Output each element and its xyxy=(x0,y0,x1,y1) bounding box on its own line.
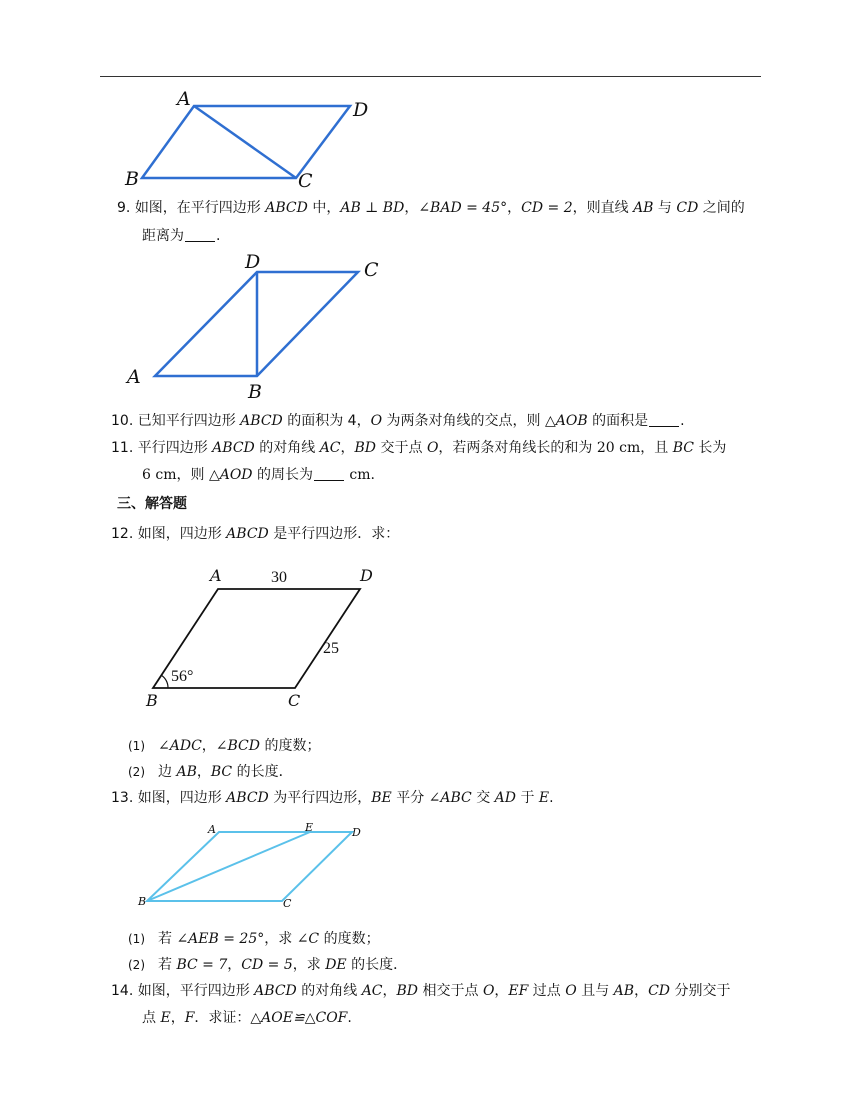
parallelogram-shape xyxy=(147,832,352,901)
vertex-label-a: A xyxy=(177,88,191,110)
angle-label-b: 56° xyxy=(171,668,194,685)
question-9-line-1: 9. 如图，在平行四边形 ABCD 中，AB ⊥ BD，∠BAD = 45°，CD = 2，则直线 AB 与 CD 之间的 xyxy=(117,200,745,216)
vertex-label-e: E xyxy=(305,821,314,834)
diagonal-ac xyxy=(194,106,296,178)
question-13: 13. 如图，四边形 ABCD 为平行四边形，BE 平分 ∠ABC 交 AD 于 E. xyxy=(111,790,554,806)
answer-blank[interactable] xyxy=(314,466,344,481)
question-12-part-2: (2) 边 AB，BC 的长度． xyxy=(128,764,293,780)
figure-parallelogram-q9 xyxy=(118,248,398,408)
vertex-label-b: B xyxy=(248,381,262,403)
vertex-label-b: B xyxy=(138,895,147,908)
section-heading: 三、解答题 xyxy=(117,496,187,512)
vertex-label-d: D xyxy=(352,826,361,839)
vertex-label-a: A xyxy=(210,566,222,585)
angle-arc xyxy=(161,675,168,688)
answer-blank[interactable] xyxy=(185,227,215,242)
vertex-label-d: D xyxy=(245,251,261,273)
vertex-label-d: D xyxy=(360,566,373,585)
figure-parallelogram-q13 xyxy=(136,818,371,913)
vertex-label-c: C xyxy=(283,897,292,910)
question-11-line-1: 11. 平行四边形 ABCD 的对角线 AC，BD 交于点 O，若两条对角线长的和为 20 cm，且 BC 长为 xyxy=(111,440,727,456)
header-rule xyxy=(100,76,761,77)
side-length-cd: 25 xyxy=(323,640,339,657)
figure-parallelogram-q12 xyxy=(140,564,390,714)
question-13-part-1: (1) 若 ∠AEB = 25°，求 ∠C 的度数； xyxy=(128,931,380,947)
question-14-line-2: 点 E，F．求证：△AOE≌△COF. xyxy=(142,1010,352,1026)
vertex-label-b: B xyxy=(125,168,139,190)
vertex-label-c: C xyxy=(364,259,379,281)
vertex-label-b: B xyxy=(146,691,158,710)
answer-blank[interactable] xyxy=(649,412,679,427)
vertex-label-c: C xyxy=(288,691,301,710)
vertex-label-c: C xyxy=(298,170,313,192)
question-12-part-1: (1) ∠ADC，∠BCD 的度数； xyxy=(128,738,321,754)
vertex-label-d: D xyxy=(353,99,369,121)
question-13-part-2: (2) 若 BC = 7，CD = 5，求 DE 的长度． xyxy=(128,957,408,973)
question-number: 9. xyxy=(117,200,131,216)
figure-parallelogram-q8 xyxy=(118,88,378,193)
question-12: 12. 如图，四边形 ABCD 是平行四边形．求： xyxy=(111,526,400,542)
bisector-be xyxy=(147,832,310,901)
question-10: 10. 已知平行四边形 ABCD 的面积为 4，O 为两条对角线的交点，则 △AOB 的面积是 . xyxy=(111,413,685,429)
vertex-label-a: A xyxy=(208,823,216,836)
vertex-label-a: A xyxy=(127,366,141,388)
question-9-line-2: 距离为 . xyxy=(142,228,221,244)
side-length-ad: 30 xyxy=(271,569,287,586)
question-14-line-1: 14. 如图，平行四边形 ABCD 的对角线 AC，BD 相交于点 O，EF 过点 O 且与 AB，CD 分别交于 xyxy=(111,983,731,999)
question-11-line-2: 6 cm，则 △AOD 的周长为 cm. xyxy=(142,467,376,483)
